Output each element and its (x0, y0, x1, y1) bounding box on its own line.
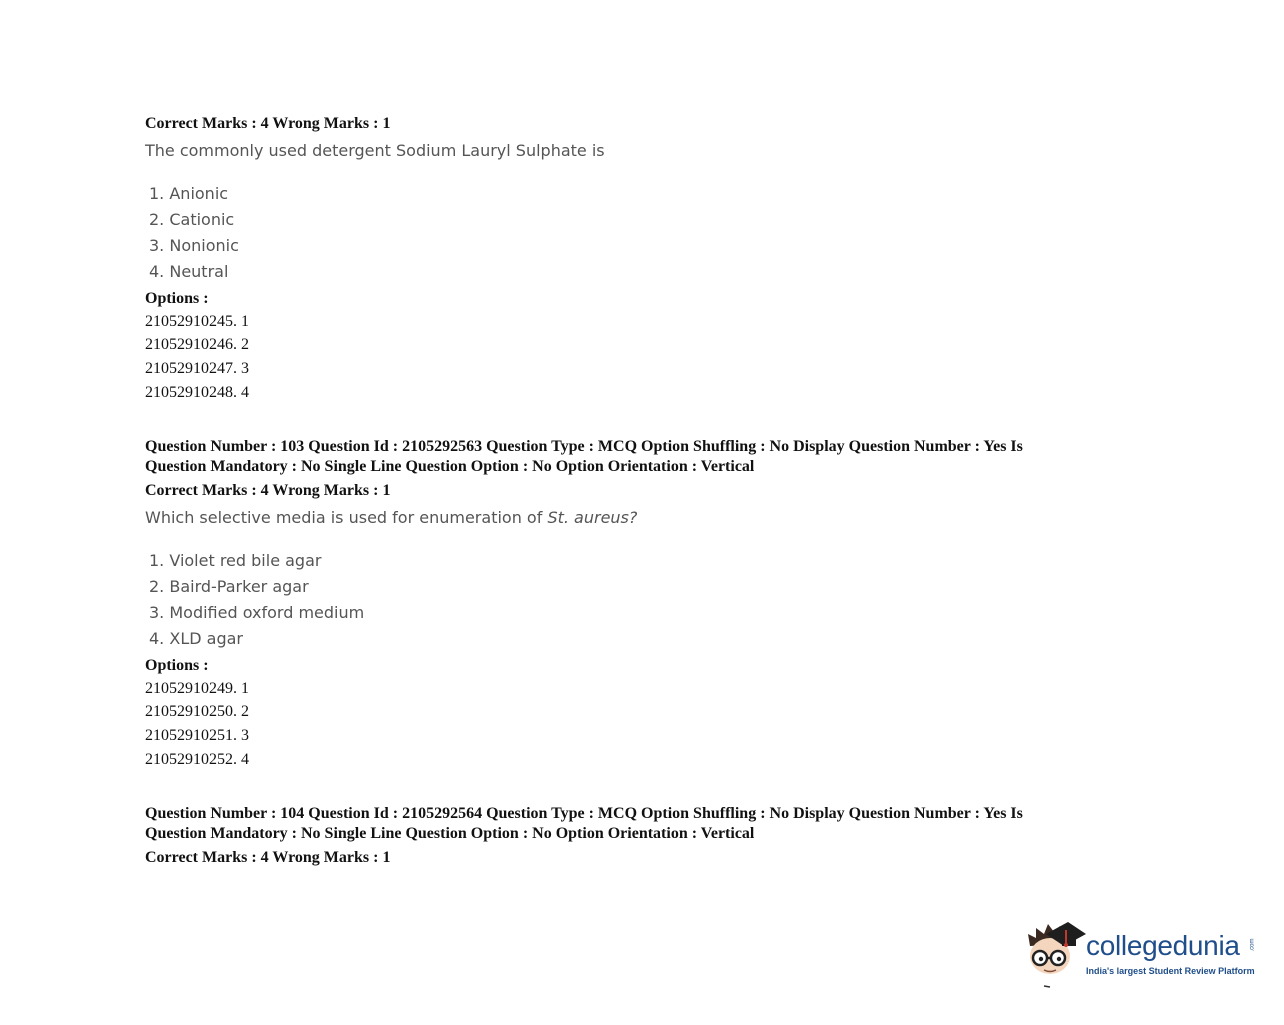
option-id: 21052910248. 4 (145, 384, 249, 401)
student-mascot-icon (1024, 918, 1086, 990)
question-text: The commonly used detergent Sodium Lauryl Sulphate is (145, 141, 605, 160)
options-label: Options : (145, 290, 209, 307)
choice-item: 4. XLD agar (149, 629, 243, 648)
choice-item: 1. Anionic (149, 184, 229, 203)
option-id: 21052910249. 1 (145, 680, 249, 697)
question-text-main: Which selective media is used for enumeration of (145, 508, 548, 527)
choice-item: 2. Cationic (149, 210, 235, 229)
collegedunia-logo (1024, 918, 1254, 990)
marks-line: Correct Marks : 4 Wrong Marks : 1 (145, 115, 391, 132)
question-header-line: Question Number : 103 Question Id : 2105292563 Question Type : MCQ Option Shuffling : No Display Question Number : Yes Is (145, 438, 1023, 455)
options-label: Options : (145, 657, 209, 674)
question-text (145, 508, 637, 528)
question-header (145, 804, 1023, 843)
choice-item: 2. Baird-Parker agar (149, 577, 309, 596)
logo-suffix: .com (1249, 938, 1256, 952)
option-id: 21052910250. 2 (145, 703, 249, 720)
marks-line: Correct Marks : 4 Wrong Marks : 1 (145, 849, 391, 866)
question-text-italic: St. aureus? (547, 508, 638, 527)
marks-line: Correct Marks : 4 Wrong Marks : 1 (145, 482, 391, 499)
question-header-line: Question Mandatory : No Single Line Question Option : No Option Orientation : Vertical (145, 824, 755, 842)
choice-item: 1. Violet red bile agar (149, 551, 322, 570)
question-header-line: Question Number : 104 Question Id : 2105292564 Question Type : MCQ Option Shuffling : No Display Question Number : Yes Is (145, 805, 1023, 822)
option-id: 21052910251. 3 (145, 727, 249, 744)
logo-wordmark: collegedunia (1086, 930, 1240, 961)
option-id: 21052910246. 2 (145, 336, 249, 353)
choice-item: 3. Modified oxford medium (149, 603, 365, 622)
logo-tagline: India's largest Student Review Platform (1086, 966, 1255, 976)
option-id: 21052910247. 3 (145, 360, 249, 377)
choice-item: 4. Neutral (149, 262, 229, 281)
option-id: 21052910245. 1 (145, 313, 249, 330)
question-header-line: Question Mandatory : No Single Line Question Option : No Option Orientation : Vertical (145, 457, 755, 475)
choice-item: 3. Nonionic (149, 236, 239, 255)
question-header (145, 437, 1023, 476)
option-id: 21052910252. 4 (145, 751, 249, 768)
